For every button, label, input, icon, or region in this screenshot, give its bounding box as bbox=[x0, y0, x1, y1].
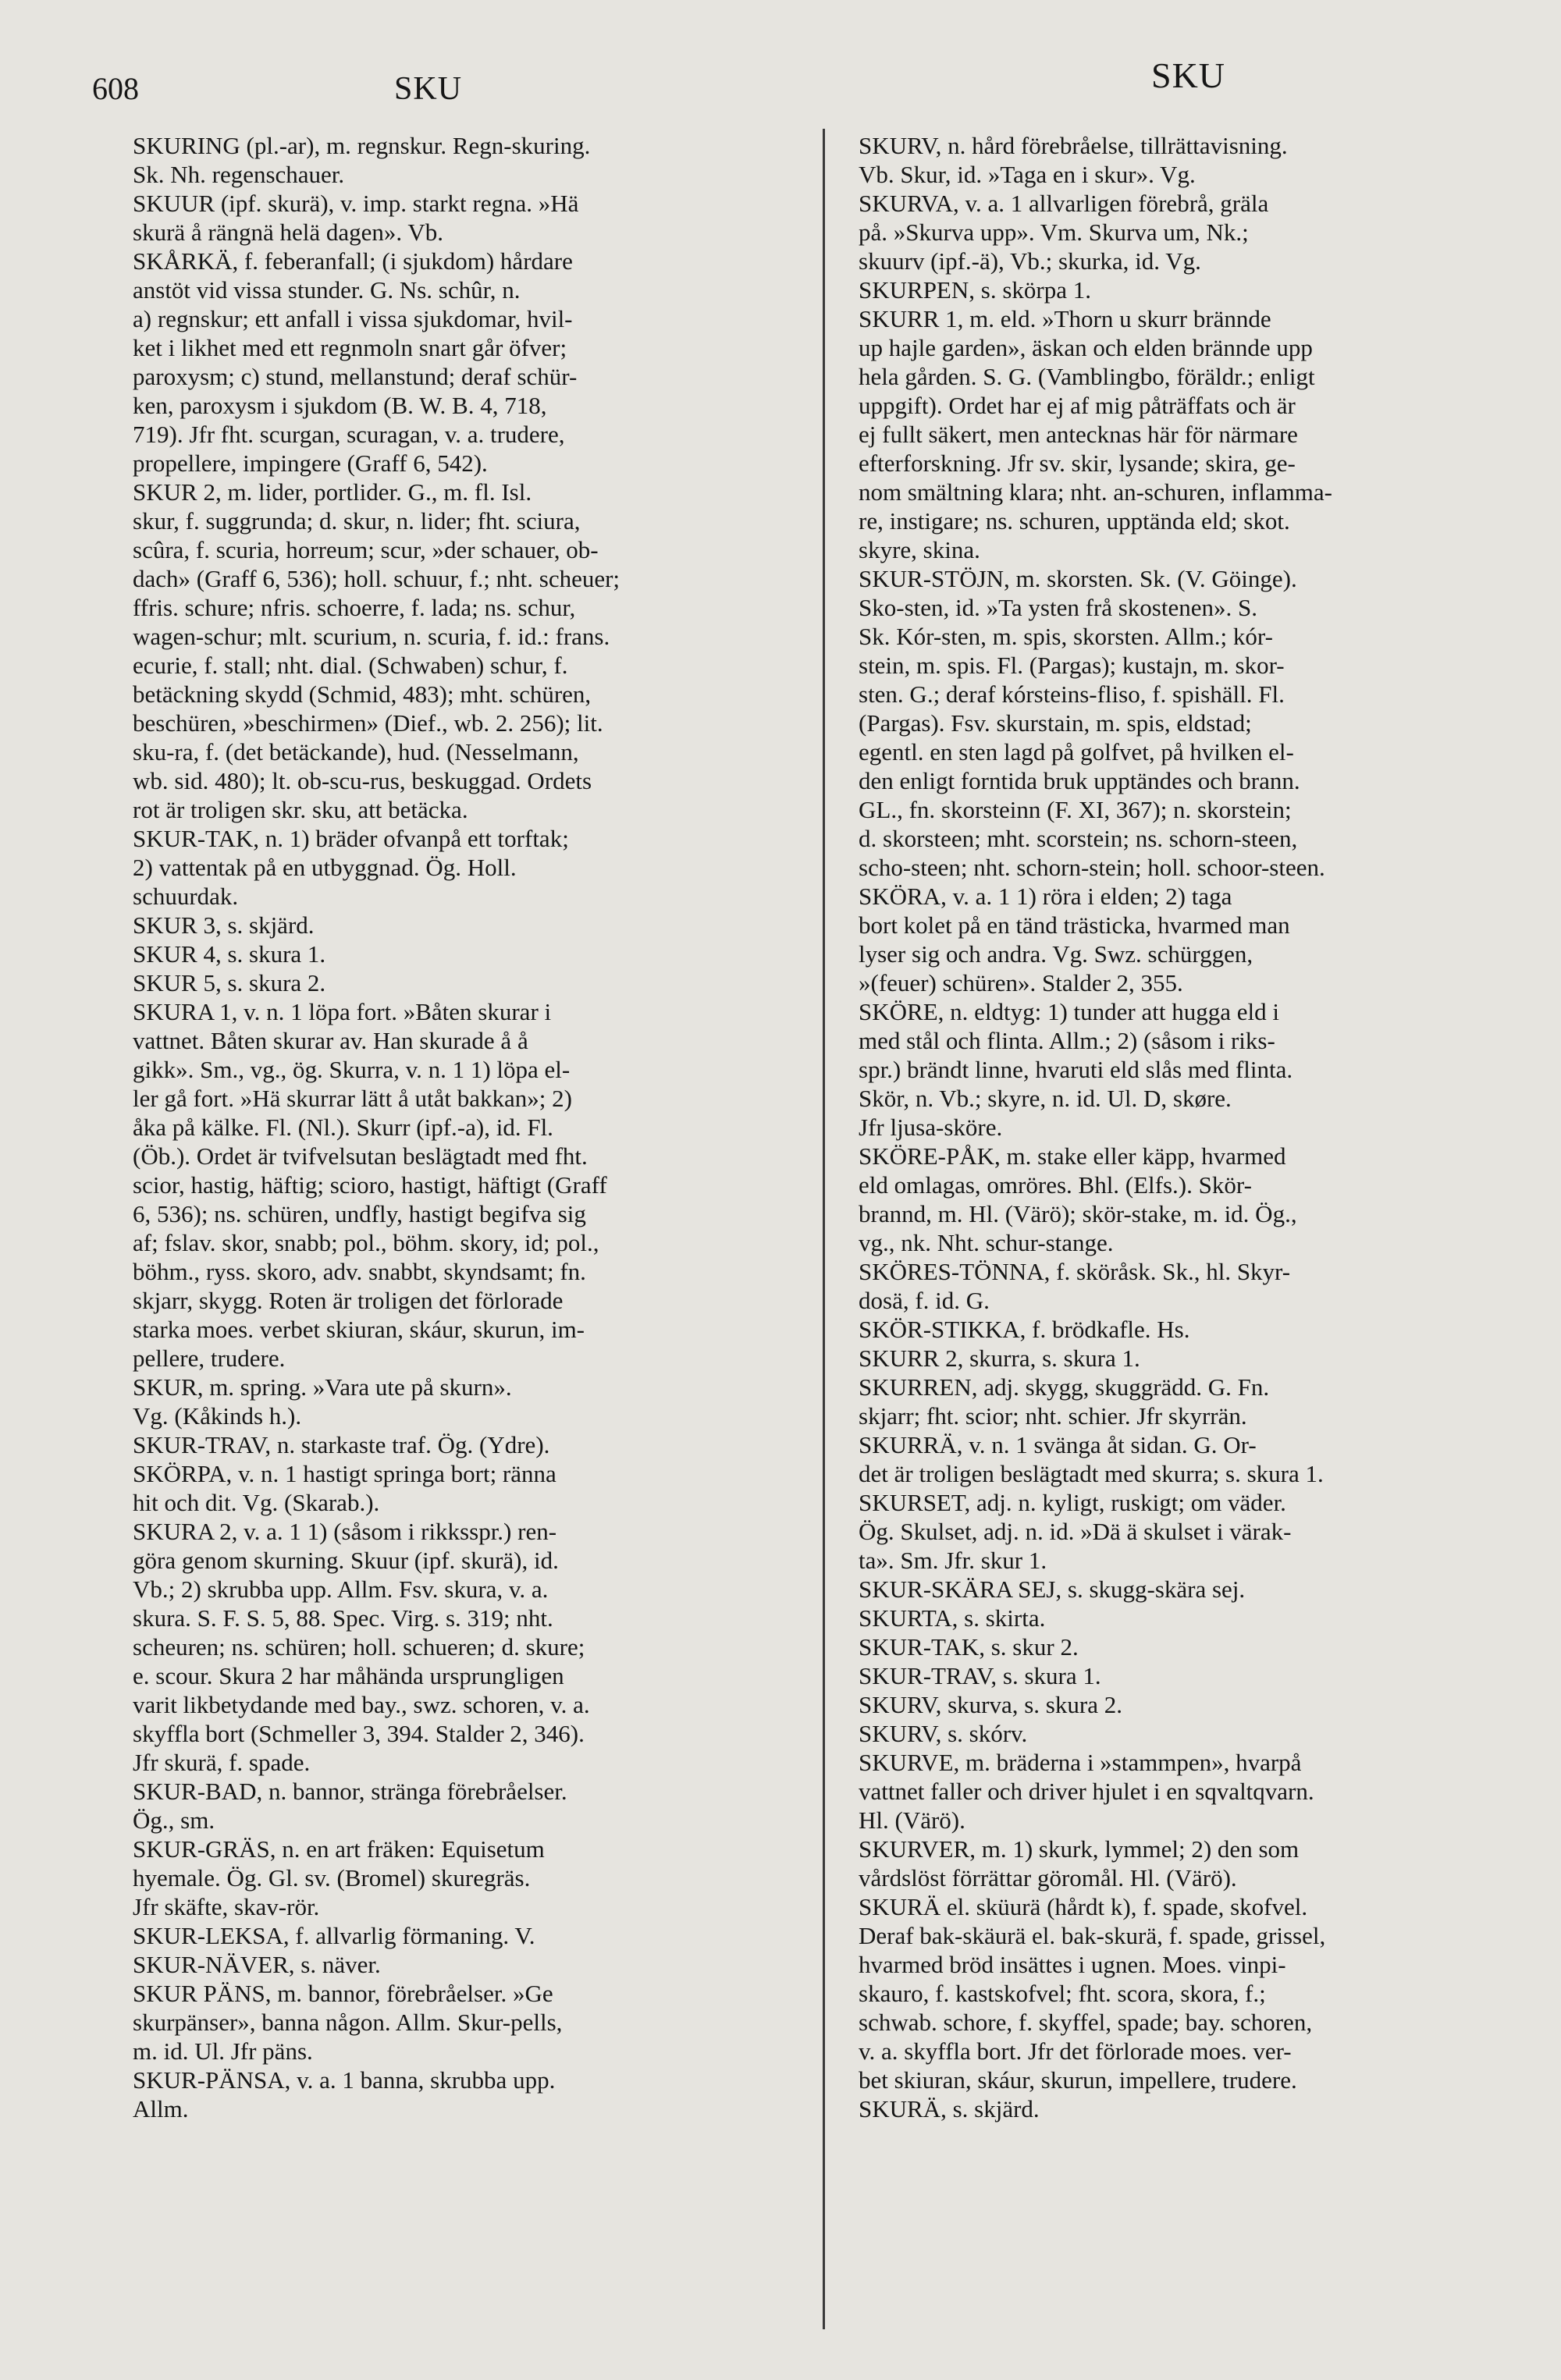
left-column-line: Vb.; 2) skrubba upp. Allm. Fsv. skura, v. a. bbox=[133, 1575, 549, 1603]
right-column-line: SKURTA, s. skirta. bbox=[859, 1604, 1046, 1632]
left-column-line: SKUR PÄNS, m. bannor, förebråelser. »Ge bbox=[133, 1980, 553, 2007]
left-column-line: sku-ra, f. (det betäckande), hud. (Nesselmann, bbox=[133, 738, 579, 766]
left-column-line: scior, hastig, häftig; scioro, hastigt, häftigt (Graff bbox=[133, 1171, 607, 1199]
left-column-line: SKÖRPA, v. n. 1 hastigt springa bort; ränna bbox=[133, 1460, 556, 1487]
left-column-line: skurpänser», banna någon. Allm. Skur-pells, bbox=[133, 2009, 563, 2036]
right-column-line: SKURV, s. skórv. bbox=[859, 1720, 1028, 1747]
left-column-line: anstöt vid vissa stunder. G. Ns. schûr, n. bbox=[133, 276, 521, 304]
left-column-line: skyffla bort (Schmeller 3, 394. Stalder 2, 346). bbox=[133, 1720, 585, 1747]
right-column-line: vattnet faller och driver hjulet i en sqvaltqvarn. bbox=[859, 1778, 1314, 1805]
left-column-line: böhm., ryss. skoro, adv. snabbt, skyndsamt; fn. bbox=[133, 1258, 586, 1285]
left-column-line: ket i likhet med ett regnmoln snart går öfver; bbox=[133, 334, 567, 361]
right-column-line: brannd, m. Hl. (Värö); skör-stake, m. id. Ög., bbox=[859, 1200, 1297, 1227]
right-column-line: vårdslöst förrättar göromål. Hl. (Värö). bbox=[859, 1864, 1237, 1892]
left-column-line: hit och dit. Vg. (Skarab.). bbox=[133, 1489, 380, 1516]
left-column-line: SKUR-TAK, n. 1) bräder ofvanpå ett torftak; bbox=[133, 825, 569, 852]
left-column-line: 2) vattentak på en utbyggnad. Ög. Holl. bbox=[133, 854, 517, 881]
right-column-line: Vb. Skur, id. »Taga en i skur». Vg. bbox=[859, 161, 1196, 188]
right-column-line: scho-steen; nht. schorn-stein; holl. schoor-steen. bbox=[859, 854, 1325, 881]
right-column-line: det är troligen beslägtadt med skurra; s. skura 1. bbox=[859, 1460, 1324, 1487]
right-column-line: SKUR-TAK, s. skur 2. bbox=[859, 1633, 1079, 1661]
right-column-line: SKURR 2, skurra, s. skura 1. bbox=[859, 1345, 1140, 1372]
left-column-line: e. scour. Skura 2 har måhända ursprungligen bbox=[133, 1662, 564, 1689]
left-column-line: paroxysm; c) stund, mellanstund; deraf schür- bbox=[133, 363, 578, 390]
left-column-line: 6, 536); ns. schüren, undfly, hastigt begifva sig bbox=[133, 1200, 586, 1227]
right-column-line: SKURV, skurva, s. skura 2. bbox=[859, 1691, 1122, 1718]
right-column-line: Ög. Skulset, adj. n. id. »Dä ä skulset i värak- bbox=[859, 1518, 1292, 1545]
left-column-line: Vg. (Kåkinds h.). bbox=[133, 1402, 302, 1430]
left-column-line: pellere, trudere. bbox=[133, 1345, 286, 1372]
left-column-line: rot är troligen skr. sku, att betäcka. bbox=[133, 796, 468, 823]
right-column-line: SKÖR-STIKKA, f. brödkafle. Hs. bbox=[859, 1316, 1190, 1343]
right-column-line: nom smältning klara; nht. an-schuren, inflamma- bbox=[859, 478, 1332, 506]
left-column-line: wagen-schur; mlt. scurium, n. scuria, f. id.: frans. bbox=[133, 623, 610, 650]
left-column bbox=[133, 131, 788, 2123]
right-column-line: SKURÄ el. sküurä (hårdt k), f. spade, skofvel. bbox=[859, 1893, 1308, 1920]
right-column-line: hvarmed bröd insättes i ugnen. Moes. vinpi- bbox=[859, 1951, 1286, 1978]
right-column-line: SKUR-TRAV, s. skura 1. bbox=[859, 1662, 1101, 1689]
right-column-line: SKURÄ, s. skjärd. bbox=[859, 2095, 1040, 2122]
right-column-line: SKÖRE, n. eldtyg: 1) tunder att hugga eld i bbox=[859, 998, 1279, 1025]
left-column-line: (Öb.). Ordet är tvifvelsutan beslägtadt med fht. bbox=[133, 1142, 588, 1170]
right-column-line: egentl. en sten lagd på golfvet, på hvilken el- bbox=[859, 738, 1294, 766]
right-column-line: lyser sig och andra. Vg. Swz. schürggen, bbox=[859, 940, 1253, 968]
left-column-line: gikk». Sm., vg., ög. Skurra, v. n. 1 1) löpa el- bbox=[133, 1056, 571, 1083]
left-column-line: propellere, impingere (Graff 6, 542). bbox=[133, 449, 488, 477]
left-column-line: SKUUR (ipf. skurä), v. imp. starkt regna. »Hä bbox=[133, 190, 579, 217]
left-column-line: SKUR-BAD, n. bannor, stränga förebråelser. bbox=[133, 1778, 567, 1805]
left-column-line: SKURA 2, v. a. 1 1) (såsom i rikksspr.) ren- bbox=[133, 1518, 557, 1545]
left-column-line: SKUR-TRAV, n. starkaste traf. Ög. (Ydre). bbox=[133, 1431, 550, 1458]
right-column-line: Sk. Kór-sten, m. spis, skorsten. Allm.; kór- bbox=[859, 623, 1273, 650]
right-column-line: SKURVE, m. bräderna i »stammpen», hvarpå bbox=[859, 1749, 1302, 1776]
right-column-line: SKURR 1, m. eld. »Thorn u skurr brännde bbox=[859, 305, 1271, 332]
left-column-line: Jfr skurä, f. spade. bbox=[133, 1749, 311, 1776]
right-column-line: bet skiuran, skáur, skurun, impellere, trudere. bbox=[859, 2066, 1297, 2094]
right-column-line: ta». Sm. Jfr. skur 1. bbox=[859, 1547, 1047, 1574]
left-column-line: SKUR-PÄNSA, v. a. 1 banna, skrubba upp. bbox=[133, 2066, 556, 2094]
right-column-line: uppgift). Ordet har ej af mig påträffats och är bbox=[859, 392, 1296, 419]
right-column-line: spr.) brändt linne, hvaruti eld slås med flinta. bbox=[859, 1056, 1293, 1083]
column-divider bbox=[823, 129, 825, 2329]
left-column-line: skurä å rängnä helä dagen». Vb. bbox=[133, 218, 443, 246]
right-column-line: up hajle garden», äskan och elden brännde upp bbox=[859, 334, 1313, 361]
left-column-line: SKUR-GRÄS, n. en art fräken: Equisetum bbox=[133, 1835, 545, 1863]
left-column-line: åka på kälke. Fl. (Nl.). Skurr (ipf.-a), id. Fl. bbox=[133, 1114, 553, 1141]
right-column-line: skjarr; fht. scior; nht. schier. Jfr skyrrän. bbox=[859, 1402, 1247, 1430]
left-column-line: starka moes. verbet skiuran, skáur, skurun, im- bbox=[133, 1316, 585, 1343]
right-column-line: ej fullt säkert, men antecknas här för närmare bbox=[859, 421, 1298, 448]
right-column-line: dosä, f. id. G. bbox=[859, 1287, 990, 1314]
right-column-line: SKÖRA, v. a. 1 1) röra i elden; 2) taga bbox=[859, 883, 1232, 910]
left-column-line: af; fslav. skor, snabb; pol., böhm. skory, id; pol., bbox=[133, 1229, 599, 1256]
right-column-line: eld omlagas, omröres. Bhl. (Elfs.). Skör- bbox=[859, 1171, 1252, 1199]
running-head-right: SKU bbox=[1151, 55, 1226, 95]
right-column-line: SKUR-SKÄRA SEJ, s. skugg-skära sej. bbox=[859, 1575, 1246, 1603]
right-column-line: SKURRÄ, v. n. 1 svänga åt sidan. G. Or- bbox=[859, 1431, 1257, 1458]
right-column-line: (Pargas). Fsv. skurstain, m. spis, eldstad; bbox=[859, 709, 1252, 737]
left-column-line: betäckning skydd (Schmid, 483); mht. schüren, bbox=[133, 680, 592, 708]
right-column-line: SKUR-STÖJN, m. skorsten. Sk. (V. Göinge). bbox=[859, 565, 1297, 592]
left-column-line: schuurdak. bbox=[133, 883, 239, 910]
left-column-line: Allm. bbox=[133, 2095, 189, 2122]
right-column-line: GL., fn. skorsteinn (F. XI, 367); n. skorstein; bbox=[859, 796, 1292, 823]
left-column-line: beschüren, »beschirmen» (Dief., wb. 2. 256); lit. bbox=[133, 709, 603, 737]
right-column-line: SKURV, n. hård förebråelse, tillrättavisning. bbox=[859, 132, 1288, 159]
right-column-line: bort kolet på en tänd trästicka, hvarmed man bbox=[859, 911, 1290, 939]
right-column bbox=[859, 131, 1506, 2123]
left-column-line: m. id. Ul. Jfr päns. bbox=[133, 2037, 313, 2065]
right-column-line: d. skorsteen; mht. scorstein; ns. schorn-steen, bbox=[859, 825, 1298, 852]
right-column-line: med stål och flinta. Allm.; 2) (såsom i riks- bbox=[859, 1027, 1275, 1054]
right-column-line: SKURVA, v. a. 1 allvarligen förebrå, gräla bbox=[859, 190, 1269, 217]
right-column-line: på. »Skurva upp». Vm. Skurva um, Nk.; bbox=[859, 218, 1249, 246]
left-column-line: SKURING (pl.-ar), m. regnskur. Regn-skuring. bbox=[133, 132, 591, 159]
left-column-line: SKURA 1, v. n. 1 löpa fort. »Båten skurar i bbox=[133, 998, 552, 1025]
left-column-line: wb. sid. 480); lt. ob-scu-rus, beskuggad. Ordets bbox=[133, 767, 592, 794]
running-head-left: SKU bbox=[394, 71, 463, 107]
right-column-line: schwab. schore, f. skyffel, spade; bay. schoren, bbox=[859, 2009, 1313, 2036]
left-column-line: skura. S. F. S. 5, 88. Spec. Virg. s. 319; nht. bbox=[133, 1604, 553, 1632]
left-column-line: a) regnskur; ett anfall i vissa sjukdomar, hvil- bbox=[133, 305, 573, 332]
right-column-line: SKÖRE-PÅK, m. stake eller käpp, hvarmed bbox=[859, 1142, 1286, 1170]
left-column-line: ecurie, f. stall; nht. dial. (Schwaben) schur, f. bbox=[133, 652, 568, 679]
left-column-line: SKUR, m. spring. »Vara ute på skurn». bbox=[133, 1373, 512, 1401]
left-column-line: SKUR-NÄVER, s. näver. bbox=[133, 1951, 381, 1978]
right-column-line: efterforskning. Jfr sv. skir, lysande; skira, ge- bbox=[859, 449, 1296, 477]
left-column-line: dach» (Graff 6, 536); holl. schuur, f.; nht. scheuer; bbox=[133, 565, 620, 592]
left-column-line: SKÅRKÄ, f. feberanfall; (i sjukdom) hårdare bbox=[133, 247, 573, 275]
right-column-line: skuurv (ipf.-ä), Vb.; skurka, id. Vg. bbox=[859, 247, 1201, 275]
page-number: 608 bbox=[92, 71, 139, 106]
right-column-line: re, instigare; ns. schuren, upptända eld; skot. bbox=[859, 507, 1290, 535]
right-column-line: SKURPEN, s. skörpa 1. bbox=[859, 276, 1091, 304]
right-column-line: sten. G.; deraf kórsteins-fliso, f. spishäll. Fl. bbox=[859, 680, 1285, 708]
right-column-line: den enligt forntida bruk upptändes och brann. bbox=[859, 767, 1300, 794]
right-column-line: Sko-sten, id. »Ta ysten frå skostenen». S. bbox=[859, 594, 1257, 621]
right-column-line: SKURREN, adj. skygg, skuggrädd. G. Fn. bbox=[859, 1373, 1270, 1401]
right-column-line: Jfr ljusa-sköre. bbox=[859, 1114, 1003, 1141]
left-column-line: SKUR 3, s. skjärd. bbox=[133, 911, 315, 939]
right-column-line: SKURSET, adj. n. kyligt, ruskigt; om väder. bbox=[859, 1489, 1286, 1516]
left-column-line: ken, paroxysm i sjukdom (B. W. B. 4, 718, bbox=[133, 392, 547, 419]
right-column-line: skauro, f. kastskofvel; fht. scora, skora, f.; bbox=[859, 1980, 1266, 2007]
left-column-line: SKUR 4, s. skura 1. bbox=[133, 940, 326, 968]
left-column-line: 719). Jfr fht. scurgan, scuragan, v. a. trudere, bbox=[133, 421, 565, 448]
left-column-line: skjarr, skygg. Roten är troligen det förlorade bbox=[133, 1287, 564, 1314]
right-column-line: »(feuer) schüren». Stalder 2, 355. bbox=[859, 969, 1183, 996]
left-column-line: SKUR 5, s. skura 2. bbox=[133, 969, 326, 996]
right-column-line: SKÖRES-TÖNNA, f. sköråsk. Sk., hl. Skyr- bbox=[859, 1258, 1291, 1285]
right-column-line: Skör, n. Vb.; skyre, n. id. Ul. D, skøre. bbox=[859, 1085, 1232, 1112]
left-column-line: skur, f. suggrunda; d. skur, n. lider; fht. sciura, bbox=[133, 507, 581, 535]
left-column-line: ffris. schure; nfris. schoerre, f. lada; ns. schur, bbox=[133, 594, 576, 621]
left-column-line: vattnet. Båten skurar av. Han skurade å å bbox=[133, 1027, 528, 1054]
left-column-line: ler gå fort. »Hä skurrar lätt å utåt bakkan»; 2) bbox=[133, 1085, 572, 1112]
left-column-line: scheuren; ns. schüren; holl. schueren; d. skure; bbox=[133, 1633, 585, 1661]
left-column-line: Sk. Nh. regenschauer. bbox=[133, 161, 345, 188]
right-column-line: vg., nk. Nht. schur-stange. bbox=[859, 1229, 1114, 1256]
right-column-line: Deraf bak-skäurä el. bak-skurä, f. spade, grissel, bbox=[859, 1922, 1326, 1949]
left-column-line: SKUR-LEKSA, f. allvarlig förmaning. V. bbox=[133, 1922, 535, 1949]
right-column-line: Hl. (Värö). bbox=[859, 1806, 965, 1834]
right-column-line: skyre, skina. bbox=[859, 536, 980, 563]
left-column-line: Ög., sm. bbox=[133, 1806, 215, 1834]
left-column-line: Jfr skäfte, skav-rör. bbox=[133, 1893, 320, 1920]
right-column-line: stein, m. spis. Fl. (Pargas); kustajn, m. skor- bbox=[859, 652, 1285, 679]
right-column-line: SKURVER, m. 1) skurk, lymmel; 2) den som bbox=[859, 1835, 1300, 1863]
right-column-line: v. a. skyffla bort. Jfr det förlorade moes. ver- bbox=[859, 2037, 1292, 2065]
left-column-line: göra genom skurning. Skuur (ipf. skurä), id. bbox=[133, 1547, 559, 1574]
right-column-line: hela gården. S. G. (Vamblingbo, föräldr.; enligt bbox=[859, 363, 1315, 390]
left-column-line: hyemale. Ög. Gl. sv. (Bromel) skuregräs. bbox=[133, 1864, 531, 1892]
left-column-line: SKUR 2, m. lider, portlider. G., m. fl. Isl. bbox=[133, 478, 532, 506]
left-column-line: scûra, f. scuria, horreum; scur, »der schauer, ob- bbox=[133, 536, 599, 563]
left-column-line: varit likbetydande med bay., swz. schoren, v. a. bbox=[133, 1691, 590, 1718]
